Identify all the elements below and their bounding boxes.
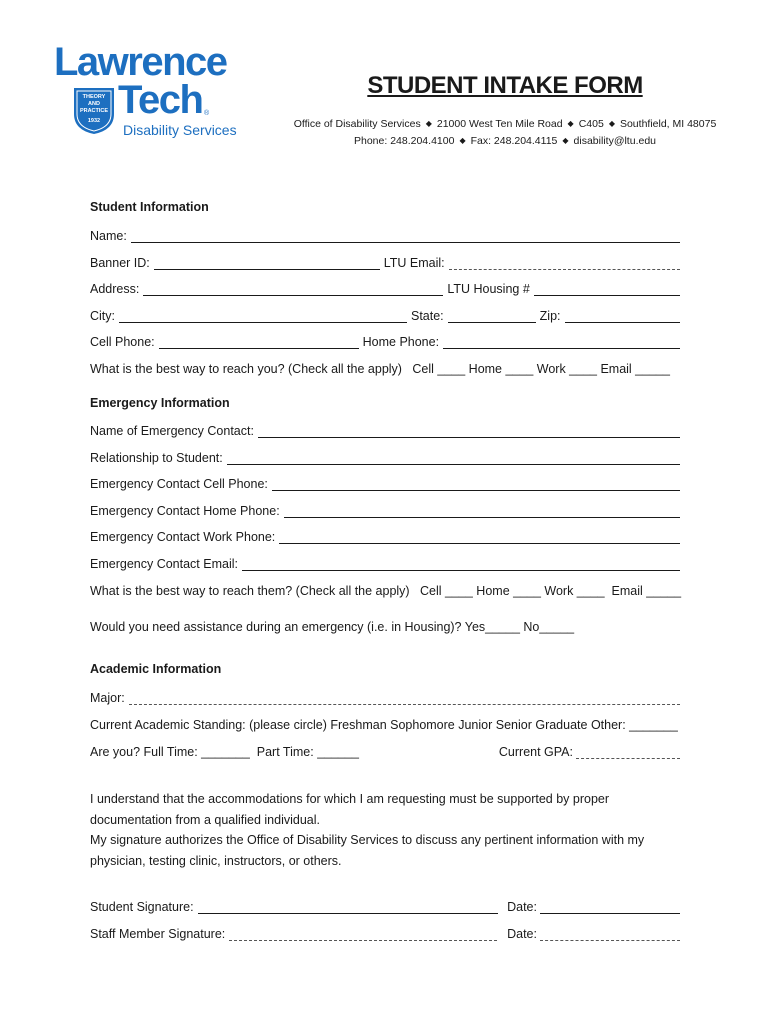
logo-subtitle: Disability Services (123, 122, 237, 138)
city-label: City: (90, 309, 115, 323)
state-label: State: (411, 309, 444, 323)
staff-date-label: Date: (507, 927, 537, 941)
contact-line-2: Phone: 248.204.4100 ◆ Fax: 248.204.4115 ◆ disability@ltu.edu (354, 135, 656, 147)
relationship-label: Relationship to Student: (90, 451, 223, 465)
student-signature-row (90, 898, 680, 916)
emergency-home-field[interactable] (284, 504, 680, 518)
address-field[interactable] (143, 282, 443, 296)
banner-id-field[interactable] (154, 256, 380, 270)
city-field[interactable] (119, 309, 407, 323)
relationship-field[interactable] (227, 451, 680, 465)
assistance-row (90, 618, 680, 636)
address-label: Address: (90, 282, 140, 296)
contact-block (280, 116, 730, 150)
major-row (90, 689, 680, 707)
banner-row (90, 254, 680, 272)
student-signature-label: Student Signature: (90, 900, 194, 914)
emergency-name-row (90, 422, 680, 440)
emergency-home-row (90, 502, 680, 520)
logo-line2: Tech (118, 78, 203, 122)
staff-signature-label: Staff Member Signature: (90, 927, 226, 941)
gpa-label: Current GPA: (498, 745, 573, 759)
reach-them-text[interactable]: What is the best way to reach them? (Check all the apply) Cell ____ Home ____ Work ____ Email _____ (90, 584, 682, 598)
major-label: Major: (90, 691, 125, 705)
reach-you-text[interactable]: What is the best way to reach you? (Check all the apply) Cell ____ Home ____ Work ____ Email _____ (90, 362, 670, 376)
contact-fax: Fax: 248.204.4115 (470, 135, 558, 147)
ltu-email-field[interactable] (449, 256, 680, 270)
banner-id-label: Banner ID: (90, 256, 150, 270)
contact-city: Southfield, MI 48075 (619, 118, 717, 130)
staff-signature-field[interactable] (229, 927, 497, 941)
staff-date-field[interactable] (540, 927, 680, 941)
student-signature-field[interactable] (198, 900, 498, 914)
emergency-email-field[interactable] (242, 557, 680, 571)
contact-office: Office of Disability Services (293, 118, 421, 130)
address-row (90, 280, 680, 298)
contact-street: 21000 West Ten Mile Road (436, 118, 563, 130)
consent-paragraph-1: I understand that the accommodations for which I am requesting must be supported by proper documentation from a qualified individual. (90, 792, 610, 827)
ltu-housing-label: LTU Housing # (447, 282, 530, 296)
home-phone-label: Home Phone: (362, 335, 440, 349)
staff-signature-row (90, 925, 680, 943)
academic-info-heading: Academic Information (90, 662, 222, 676)
logo-line1: Lawrence (54, 40, 227, 84)
shield-line: PRACTICE (79, 108, 109, 114)
cell-phone-label: Cell Phone: (90, 335, 155, 349)
contact-room: C405 (578, 118, 604, 130)
student-date-label: Date: (507, 900, 537, 914)
relationship-row (90, 449, 680, 467)
ltu-housing-field[interactable] (534, 282, 680, 296)
student-info-heading: Student Information (90, 200, 209, 214)
state-field[interactable] (448, 309, 536, 323)
phone-row (90, 333, 680, 351)
name-label: Name: (90, 229, 127, 243)
student-date-field[interactable] (540, 900, 680, 914)
emergency-home-label: Emergency Contact Home Phone: (90, 504, 280, 518)
shield-line: AND (88, 101, 100, 107)
zip-field[interactable] (565, 309, 680, 323)
standing-row (90, 716, 680, 734)
major-field[interactable] (129, 691, 680, 705)
page-title: STUDENT INTAKE FORM (367, 72, 643, 99)
consent-paragraph-2: My signature authorizes the Office of Disability Services to discuss any pertinent information with my physician, testing clinic, instructors, or others. (90, 833, 645, 868)
name-field[interactable] (131, 229, 680, 243)
emergency-info-heading: Emergency Information (90, 396, 230, 410)
status-gpa-row (90, 743, 680, 761)
emergency-work-field[interactable] (279, 530, 680, 544)
city-row (90, 307, 680, 325)
gpa-field[interactable] (576, 745, 680, 759)
registered-mark: ® (204, 110, 210, 117)
emergency-email-label: Emergency Contact Email: (90, 557, 238, 571)
emergency-cell-row (90, 475, 680, 493)
shield-line: 1932 (87, 118, 101, 124)
emergency-name-field[interactable] (258, 424, 680, 438)
ltu-email-label: LTU Email: (383, 256, 445, 270)
enrollment-status-text[interactable]: Are you? Full Time: _______ Part Time: ______ (90, 745, 359, 759)
emergency-cell-label: Emergency Contact Cell Phone: (90, 477, 268, 491)
home-phone-field[interactable] (443, 335, 680, 349)
zip-label: Zip: (539, 309, 561, 323)
assistance-text[interactable]: Would you need assistance during an emergency (i.e. in Housing)? Yes_____ No_____ (90, 620, 575, 634)
reach-you-row (90, 360, 680, 378)
shield-text (74, 94, 114, 125)
emergency-work-label: Emergency Contact Work Phone: (90, 530, 276, 544)
cell-phone-field[interactable] (159, 335, 359, 349)
contact-phone: Phone: 248.204.4100 (354, 135, 455, 147)
emergency-work-row (90, 528, 680, 546)
shield-line: THEORY (82, 94, 106, 100)
emergency-cell-field[interactable] (272, 477, 680, 491)
emergency-email-row (90, 555, 680, 573)
contact-line-1: Office of Disability Services ◆ 21000 West Ten Mile Road ◆ C405 ◆ Southfield, MI 48075 (293, 118, 717, 130)
contact-email[interactable]: disability@ltu.edu (573, 135, 656, 147)
logo (52, 40, 252, 145)
emergency-name-label: Name of Emergency Contact: (90, 424, 254, 438)
standing-text[interactable]: Current Academic Standing: (please circle) Freshman Sophomore Junior Senior Graduate Other: _______ (90, 718, 678, 732)
reach-them-row (90, 582, 680, 600)
name-row (90, 227, 680, 245)
